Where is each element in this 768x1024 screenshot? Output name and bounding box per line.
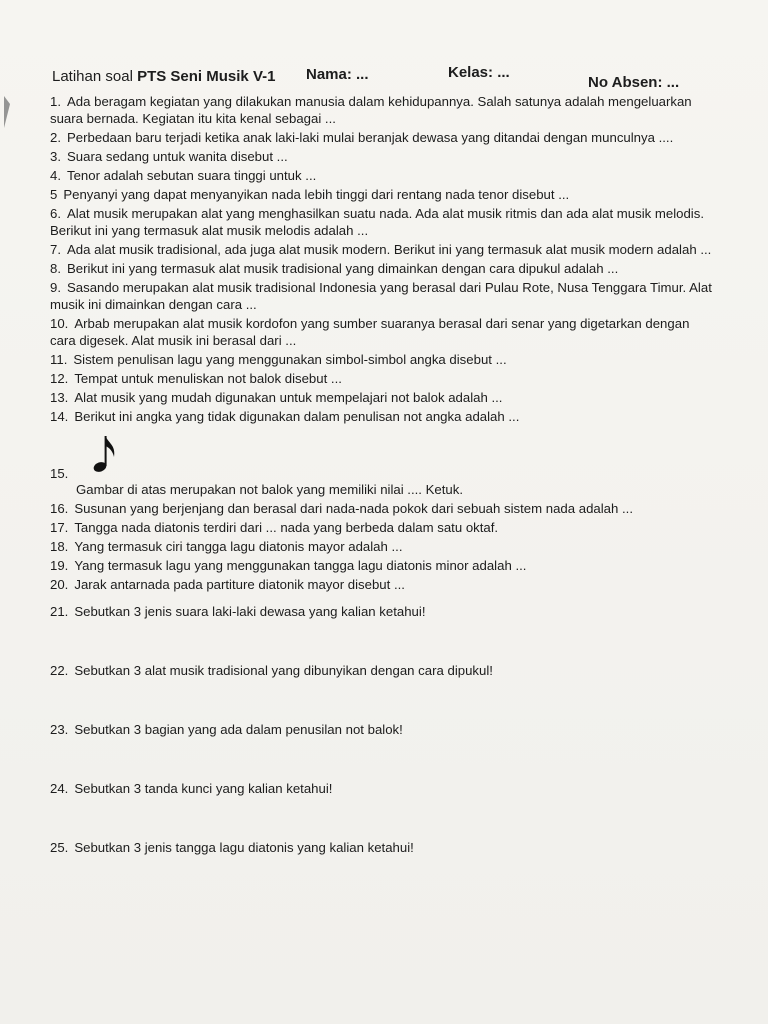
question-item bbox=[50, 186, 718, 203]
question-item bbox=[50, 241, 718, 258]
question-text: Penyanyi yang dapat menyanyikan nada lebih tinggi dari rentang nada tenor disebut ... bbox=[63, 187, 570, 202]
essay-item bbox=[50, 839, 718, 856]
exam-title bbox=[52, 68, 275, 85]
question-number: 22. bbox=[50, 663, 69, 678]
question-text: Ada beragam kegiatan yang dilakukan manusia dalam kehidupannya. Salah satunya adalah mengeluarkan suara bernada. Kegiatan itu kita kenal sebagai ... bbox=[50, 94, 692, 126]
question-number: 16. bbox=[50, 501, 69, 516]
question-text: Sistem penulisan lagu yang menggunakan simbol-simbol angka disebut ... bbox=[73, 352, 507, 367]
question-text: Sasando merupakan alat musik tradisional Indonesia yang berasal dari Pulau Rote, Nusa Tenggara Timur. Alat musik ini dimainkan dengan cara ... bbox=[50, 280, 712, 312]
question-number: 10. bbox=[50, 316, 69, 331]
question-number: 11. bbox=[50, 352, 68, 367]
name-field-label: Nama: ... bbox=[306, 66, 369, 83]
essay-item bbox=[50, 603, 718, 620]
question-text: Susunan yang berjenjang dan berasal dari nada-nada pokok dari sebuah sistem nada adalah ... bbox=[74, 501, 634, 516]
question-number: 4. bbox=[50, 168, 61, 183]
scan-edge-mark bbox=[4, 96, 10, 128]
question-text: Sebutkan 3 tanda kunci yang kalian ketahui! bbox=[74, 781, 333, 796]
question-text: Tangga nada diatonis terdiri dari ... nada yang berbeda dalam satu oktaf. bbox=[74, 520, 499, 535]
question-text: Alat musik merupakan alat yang menghasilkan suatu nada. Ada alat musik ritmis dan ada alat musik melodis. Berikut ini yang termasuk alat musik melodis adalah ... bbox=[50, 206, 704, 238]
question-number: 14. bbox=[50, 409, 69, 424]
question-text: Jarak antarnada pada partiture diatonik mayor disebut ... bbox=[74, 577, 405, 592]
question-15-figure bbox=[50, 437, 718, 479]
question-item bbox=[50, 167, 718, 184]
question-text: Alat musik yang mudah digunakan untuk mempelajari not balok adalah ... bbox=[74, 390, 503, 405]
question-number: 21. bbox=[50, 604, 69, 619]
question-number: 12. bbox=[50, 371, 69, 386]
question-number: 19. bbox=[50, 558, 69, 573]
essay-item bbox=[50, 780, 718, 797]
question-item bbox=[50, 205, 718, 239]
essay-item bbox=[50, 662, 718, 679]
question-text: Perbedaan baru terjadi ketika anak laki-laki mulai beranjak dewasa yang ditandai dengan munculnya .... bbox=[67, 130, 674, 145]
question-number: 6. bbox=[50, 206, 61, 221]
question-number: 15. bbox=[50, 466, 69, 481]
question-text: Berikut ini angka yang tidak digunakan dalam penulisan not angka adalah ... bbox=[74, 409, 520, 424]
class-field-label: Kelas: ... bbox=[448, 64, 510, 81]
question-item bbox=[50, 538, 718, 555]
question-text: Sebutkan 3 bagian yang ada dalam penusilan not balok! bbox=[74, 722, 403, 737]
question-text: Yang termasuk ciri tangga lagu diatonis mayor adalah ... bbox=[74, 539, 403, 554]
question-text: Sebutkan 3 alat musik tradisional yang dibunyikan dengan cara dipukul! bbox=[74, 663, 493, 678]
question-text: Arbab merupakan alat musik kordofon yang sumber suaranya berasal dari senar yang digetarkan dengan cara digesek. Alat musik ini berasal dari ... bbox=[50, 316, 690, 348]
question-text: Berikut ini yang termasuk alat musik tradisional yang dimainkan dengan cara dipukul adalah ... bbox=[67, 261, 619, 276]
eighth-note-icon bbox=[92, 433, 120, 475]
exam-title-main: PTS Seni Musik V-1 bbox=[137, 68, 276, 85]
question-item bbox=[50, 576, 718, 593]
question-number: 20. bbox=[50, 577, 69, 592]
roll-number-field-label: No Absen: ... bbox=[588, 74, 680, 91]
question-text: Tenor adalah sebutan suara tinggi untuk ... bbox=[67, 168, 317, 183]
question-list bbox=[50, 93, 718, 856]
question-item bbox=[50, 481, 718, 498]
question-number: 18. bbox=[50, 539, 69, 554]
question-item bbox=[50, 279, 718, 313]
question-text: Tempat untuk menuliskan not balok disebut ... bbox=[74, 371, 342, 386]
question-item bbox=[50, 370, 718, 387]
question-item bbox=[50, 557, 718, 574]
question-item bbox=[50, 148, 718, 165]
question-number: 24. bbox=[50, 781, 69, 796]
question-number: 7. bbox=[50, 242, 61, 257]
question-item bbox=[50, 408, 718, 425]
question-text: Gambar di atas merupakan not balok yang memiliki nilai .... Ketuk. bbox=[76, 482, 464, 497]
question-number: 2. bbox=[50, 130, 61, 145]
question-text: Yang termasuk lagu yang menggunakan tangga lagu diatonis minor adalah ... bbox=[74, 558, 527, 573]
question-number: 23. bbox=[50, 722, 69, 737]
question-text: Ada alat musik tradisional, ada juga alat musik modern. Berikut ini yang termasuk alat musik modern adalah ... bbox=[67, 242, 712, 257]
question-item bbox=[50, 260, 718, 277]
question-number: 17. bbox=[50, 520, 69, 535]
question-item bbox=[50, 500, 718, 517]
question-item bbox=[50, 351, 718, 368]
question-number: 9. bbox=[50, 280, 61, 295]
question-number: 8. bbox=[50, 261, 61, 276]
question-number: 25. bbox=[50, 840, 69, 855]
essay-item bbox=[50, 721, 718, 738]
exam-title-prefix: Latihan soal bbox=[52, 68, 138, 85]
question-text: Sebutkan 3 jenis tangga lagu diatonis yang kalian ketahui! bbox=[74, 840, 414, 855]
question-number: 3. bbox=[50, 149, 61, 164]
question-item bbox=[50, 129, 718, 146]
question-number: 5 bbox=[50, 187, 58, 202]
exam-header bbox=[52, 64, 752, 91]
question-number: 13. bbox=[50, 390, 69, 405]
question-text: Sebutkan 3 jenis suara laki-laki dewasa yang kalian ketahui! bbox=[74, 604, 426, 619]
question-item bbox=[50, 315, 718, 349]
question-item bbox=[50, 519, 718, 536]
question-item bbox=[50, 389, 718, 406]
question-item bbox=[50, 93, 718, 127]
question-text: Suara sedang untuk wanita disebut ... bbox=[67, 149, 288, 164]
question-number: 1. bbox=[50, 94, 61, 109]
